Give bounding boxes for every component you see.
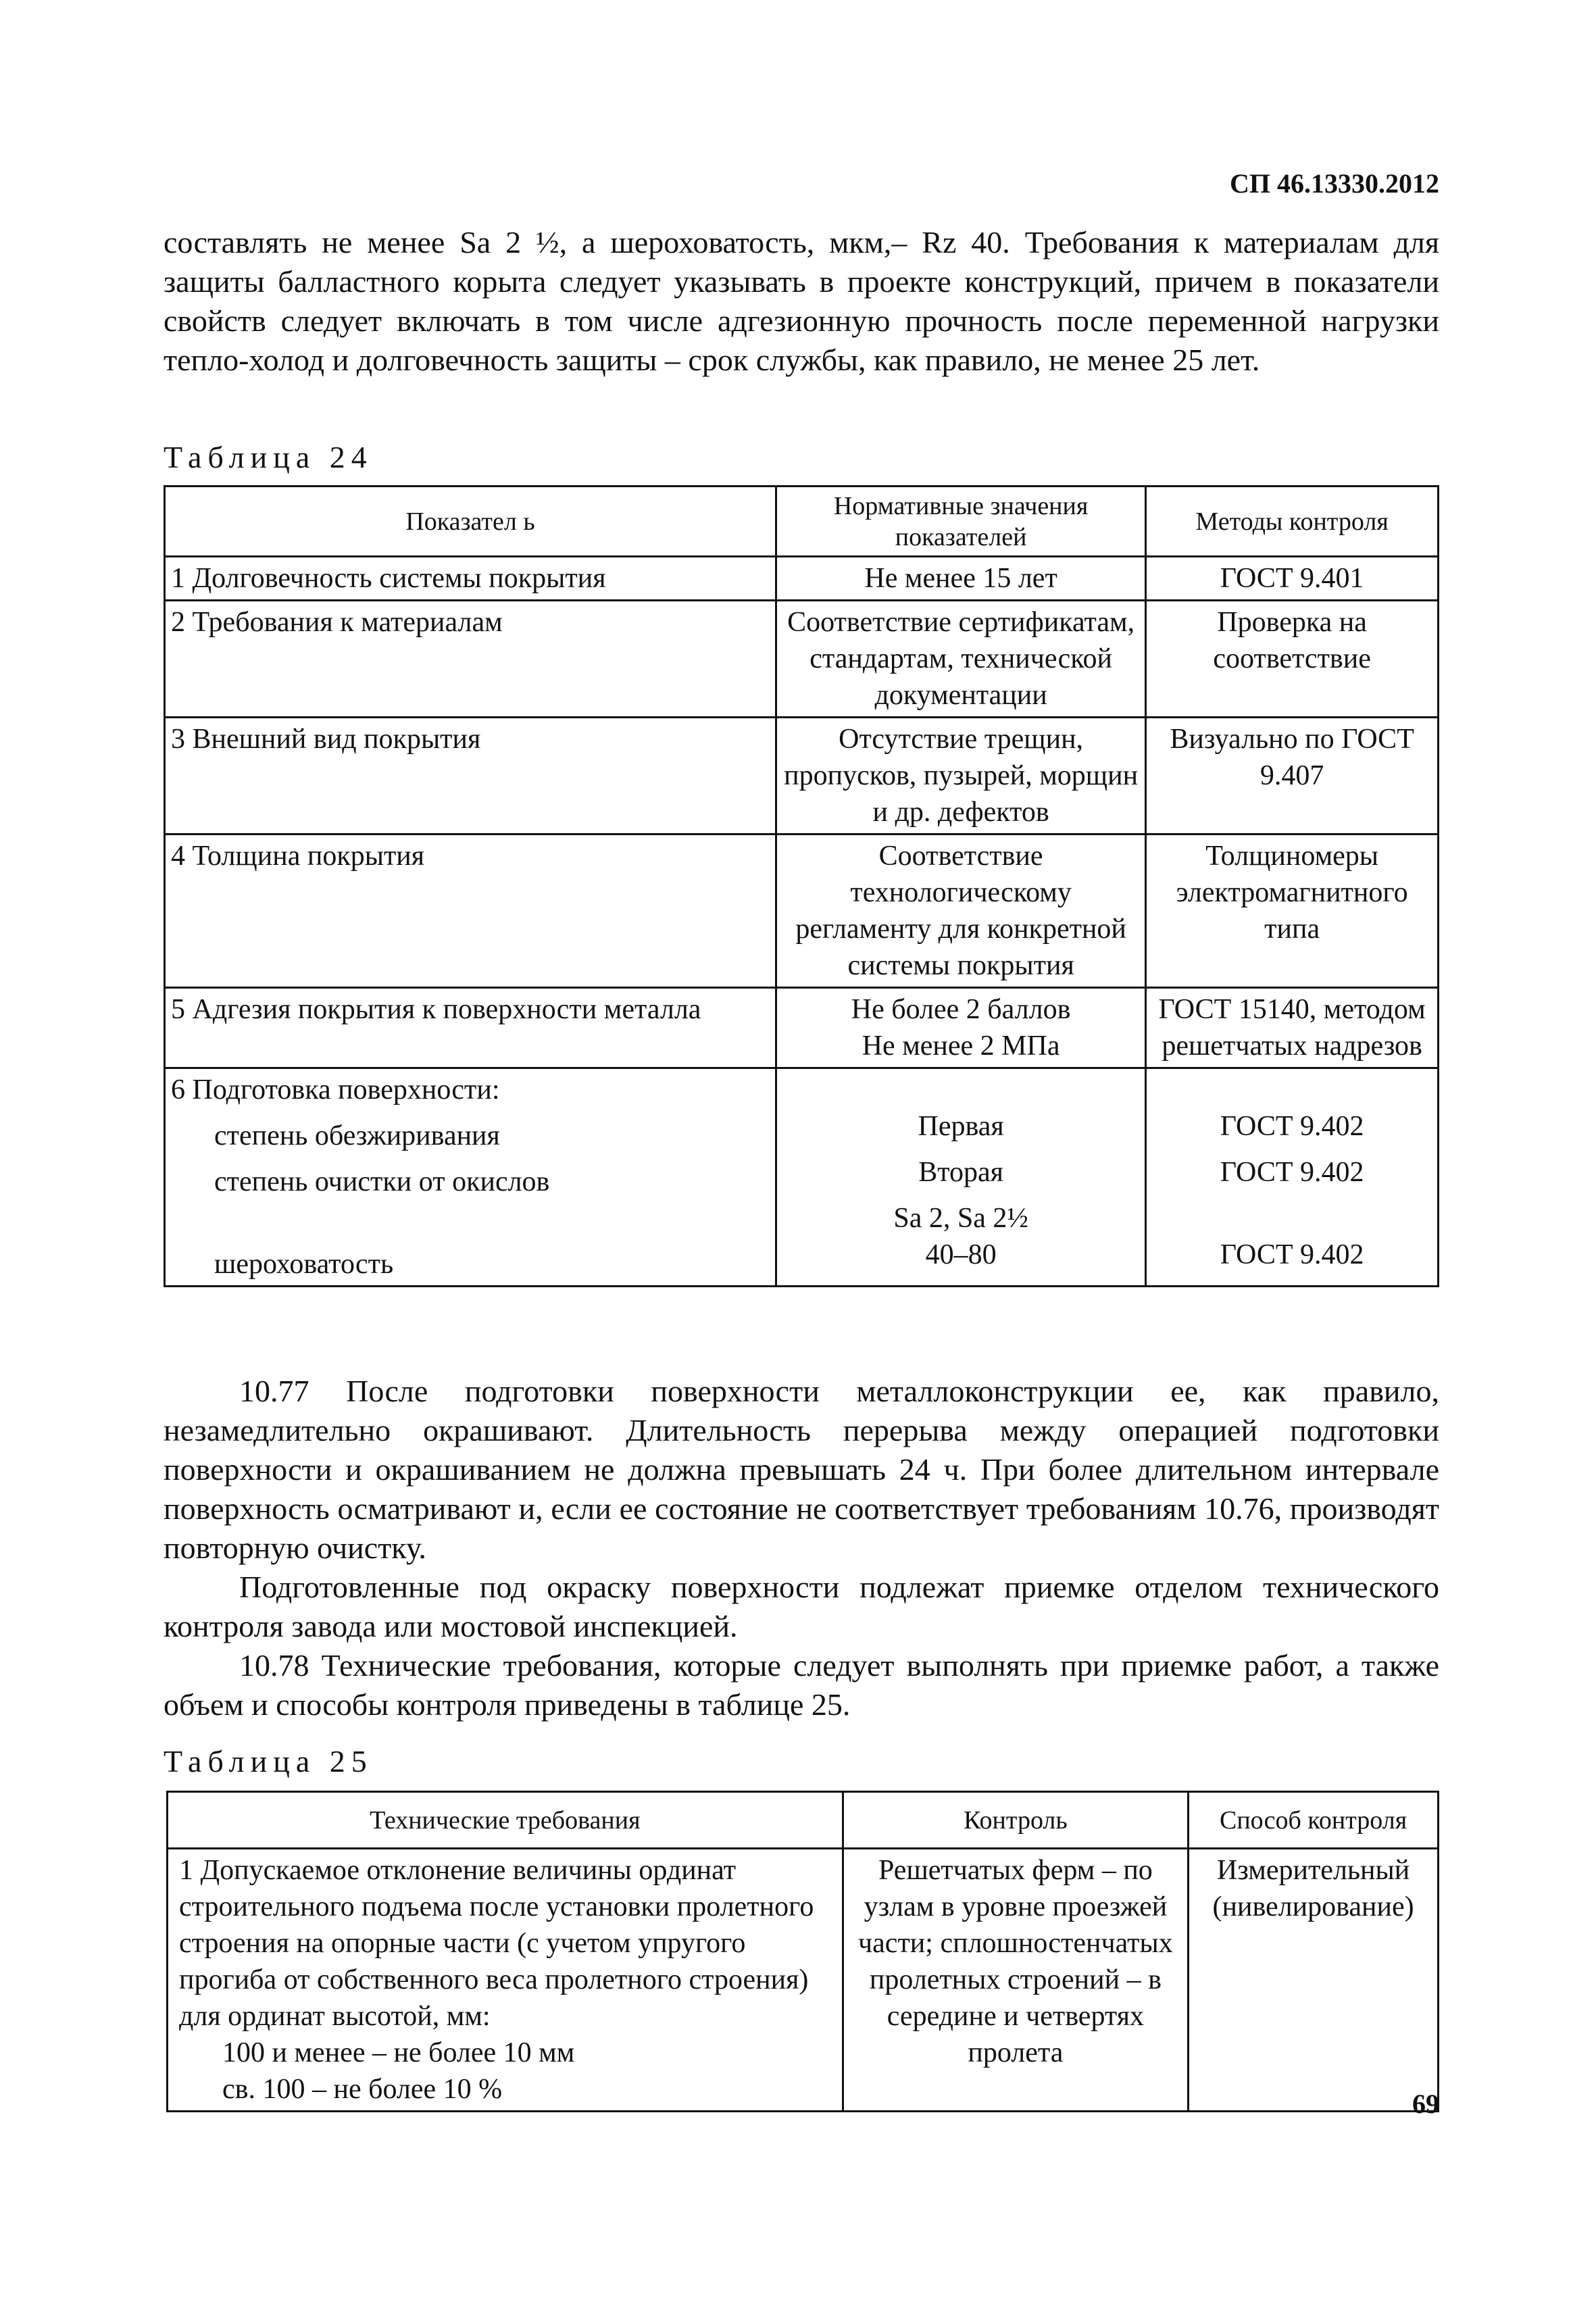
row6-item-value: Вторая [918,1157,1003,1188]
table-25 [166,1791,1439,2112]
indicator-cell: 3 Внешний вид покрытия [165,718,776,835]
value-cell: Соответствие сертификатам, стандартам, технической документации [776,601,1145,718]
table-header-row [168,1792,1439,1849]
column-header: Нормативные значения показателей [776,487,1145,557]
method-cell: Толщиномеры электромагнитного типа [1146,835,1439,988]
page-number: 69 [1412,2089,1439,2119]
method-cell: Измерительный (нивелирование) [1189,1849,1439,2112]
row6-item-method: ГОСТ 9.402 [1220,1239,1364,1270]
value-cell: Не менее 15 лет [776,557,1145,601]
indicator-cell [165,1068,776,1287]
indicator-cell: 4 Толщина покрытия [165,835,776,988]
paragraph-10-77: 10.77 После подготовки поверхности металлоконструкции ее, как правило, незамедлительно окрашивают. Длительность перерыва между операцией подготовки поверхности и окрашиванием не должна превышать 24 ч. При более длительном интервале поверхность осматривают и, если ее состояние не соответствует требованиям 10.76, производят повторную очистку. [164,1374,1439,1565]
value-line: Не менее 2 МПа [862,1030,1060,1062]
column-header: Способ контроля [1189,1792,1439,1849]
indicator-cell: 1 Долговечность системы покрытия [165,557,776,601]
indicator-cell: 5 Адгезия покрытия к поверхности металла [165,988,776,1068]
requirement-subitem: св. 100 – не более 10 % [222,2074,503,2105]
value-cell [776,988,1145,1068]
requirement-subitem: 100 и менее – не более 10 мм [222,2037,575,2068]
intro-paragraph: составлять не менее Sa 2 ½, а шероховатость, мкм,– Rz 40. Требования к материалам для защиты балластного корыта следует указывать в проекте конструкций, причем в показатели свойств следует включать в том числе адгезионную прочность после переменной нагрузки тепло-холод и долговечность защиты – срок службы, как правило, не менее 25 лет. [164,225,1439,377]
column-header: Технические требования [168,1792,843,1849]
value-cell: Отсутствие трещин, пропусков, пузырей, морщин и др. дефектов [776,718,1145,835]
row6-item-value: Первая [918,1111,1004,1142]
method-cell: Визуально по ГОСТ 9.407 [1146,718,1439,835]
requirement-cell [168,1849,843,2112]
row6-item-method: ГОСТ 9.402 [1220,1111,1364,1142]
table-row [165,601,1439,718]
column-header: Показател ь [165,487,776,557]
table-row [165,835,1439,988]
table-row [165,718,1439,835]
value-line: Не более 2 баллов [851,994,1071,1025]
row6-item-label: шероховатость [214,1249,394,1280]
paragraph-acceptance: Подготовленные под окраску поверхности подлежат приемке отделом технического контроля завода или мостовой инспекцией. [164,1570,1439,1643]
table24-caption: Таблица 24 [164,440,373,474]
table-row [165,1068,1439,1287]
requirement-text: 1 Допускаемое отклонение величины ординат строительного подъема после установки пролетного строения на опорные части (с учетом упругого прогиба от собственного веса пролетного строения) для ординат высотой, мм: [179,1855,814,2032]
column-header: Контроль [843,1792,1189,1849]
method-cell [1146,1068,1439,1287]
value-cell [776,1068,1145,1287]
table-24 [164,485,1439,1287]
value-cell: Соответствие технологическому регламенту для конкретной системы покрытия [776,835,1145,988]
indicator-cell: 2 Требования к материалам [165,601,776,718]
column-header: Методы контроля [1146,487,1439,557]
method-cell: ГОСТ 15140, методом решетчатых надрезов [1146,988,1439,1068]
table-row [165,988,1439,1068]
table-row [165,557,1439,601]
control-cell: Решетчатых ферм – по узлам в уровне проезжей части; сплошностенчатых пролетных строений – в середине и четвертях пролета [843,1849,1189,2112]
row6-item-method: ГОСТ 9.402 [1220,1157,1364,1188]
row6-item-label: степень обезжиривания [214,1120,500,1151]
row6-title: 6 Подготовка поверхности: [171,1074,500,1105]
method-cell: ГОСТ 9.401 [1146,557,1439,601]
row6-item-label: степень очистки от окислов [214,1166,550,1197]
document-code: СП 46.13330.2012 [1230,168,1439,199]
row6-item-value: 40–80 [925,1239,997,1270]
table25-caption: Таблица 25 [164,1744,373,1778]
table-row [168,1849,1439,2112]
table-header-row [165,487,1439,557]
method-cell: Проверка на соответствие [1146,601,1439,718]
paragraph-10-78: 10.78 Технические требования, которые следует выполнять при приемке работ, а также объем и способы контроля приведены в таблице 25. [164,1648,1439,1722]
row6-item-value: Sa 2, Sa 2½ [893,1203,1028,1234]
